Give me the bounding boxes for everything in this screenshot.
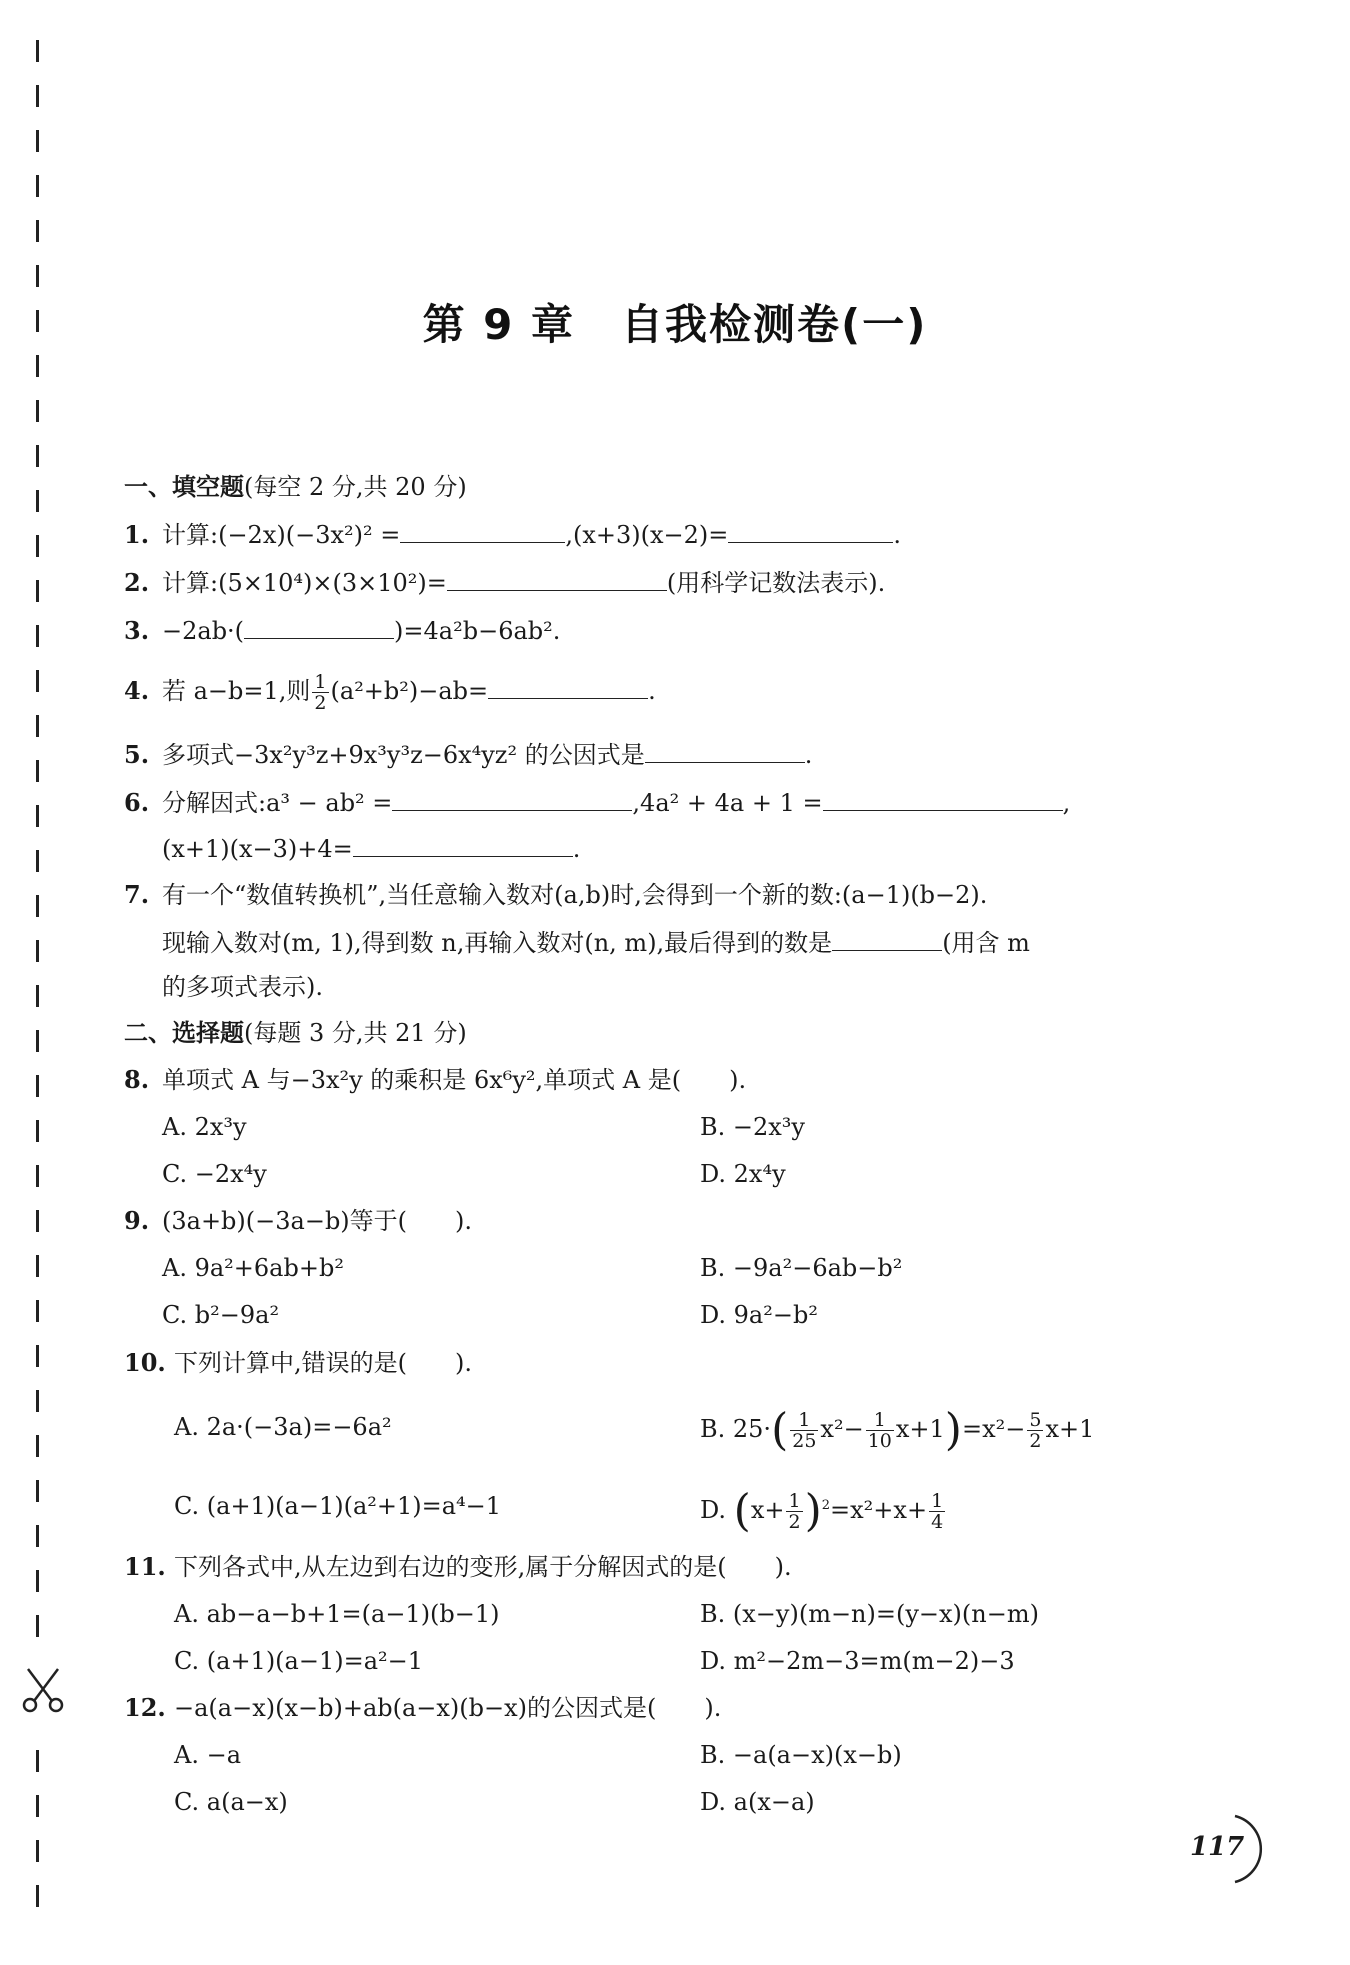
option-b[interactable]: B. (x−y)(m−n)=(y−x)(n−m) (700, 1600, 1039, 1628)
cut-line-dash (36, 535, 39, 557)
option-a[interactable]: A. 2x³y (162, 1113, 247, 1141)
cut-line-dash (36, 1795, 39, 1817)
option-d[interactable]: D. a(x−a) (700, 1788, 815, 1816)
question-text: 的多项式表示). (162, 973, 323, 1001)
cut-line-dash (36, 985, 39, 1007)
question-text: −a(a−x)(x−b)+ab(a−x)(b−x)的公因式是( ). (174, 1694, 722, 1722)
question-3 (124, 612, 560, 648)
question-number: 1. (124, 520, 150, 549)
question-text: 若 a−b=1,则 (162, 677, 311, 705)
cut-line-dash (36, 1300, 39, 1322)
question-text: 下列计算中,错误的是( ). (174, 1349, 472, 1377)
cut-line-dash (36, 1840, 39, 1862)
cut-line-dash (36, 1255, 39, 1277)
section-choice-heading (124, 1016, 467, 1050)
cut-line-dash (36, 1210, 39, 1232)
answer-blank[interactable] (488, 672, 648, 699)
cut-line-dash (36, 580, 39, 602)
question-6 (124, 784, 1070, 820)
option-b[interactable]: B. −2x³y (700, 1113, 805, 1141)
cut-line-dash (36, 445, 39, 467)
answer-blank[interactable] (823, 784, 1063, 811)
cut-line-dash (36, 1750, 39, 1772)
cut-line-dash (36, 1570, 39, 1592)
option-c[interactable]: C. (a+1)(a−1)(a²+1)=a⁴−1 (174, 1492, 502, 1520)
chapter-label: 第 9 章 (422, 300, 576, 349)
question-text: 现输入数对(m, 1),得到数 n,再输入数对(n, m),最后得到的数是 (162, 929, 833, 957)
question-text: 计算:(5×10⁴)×(3×10²)= (162, 569, 447, 597)
question-number: 11. (124, 1552, 166, 1581)
question-text: 计算:(−2x)(−3x²)² = (162, 521, 401, 549)
question-text: . (893, 521, 902, 549)
cut-line-dash (36, 1345, 39, 1367)
option-a[interactable]: A. ab−a−b+1=(a−1)(b−1) (174, 1600, 500, 1628)
cut-line-dash (36, 40, 39, 62)
question-6-line2 (162, 830, 580, 866)
section-label: 一、填空题 (124, 473, 244, 501)
cut-line-dash (36, 220, 39, 242)
option-c[interactable]: C. −2x⁴y (162, 1160, 267, 1188)
answer-blank[interactable] (392, 784, 632, 811)
cut-line-dash (36, 1615, 39, 1637)
question-number: 10. (124, 1348, 166, 1377)
answer-blank[interactable] (353, 830, 573, 857)
question-text: (用科学记数法表示). (666, 569, 886, 597)
question-text: 下列各式中,从左边到右边的变形,属于分解因式的是( ). (174, 1553, 792, 1581)
option-a[interactable]: A. 2a·(−3a)=−6a² (174, 1413, 392, 1441)
option-d[interactable]: D. (x+ $\frac{1}{2}$ )$^2$=x²+x+ $\frac{1}{4}$ (700, 1485, 944, 1537)
question-text: 分解因式:a³ − ab² = (162, 789, 393, 817)
cut-line-dash (36, 355, 39, 377)
question-7 (124, 878, 987, 912)
question-8 (124, 1063, 746, 1097)
question-5 (124, 736, 812, 772)
cut-line-dash (36, 400, 39, 422)
fraction: $\frac{1}{2}$ (314, 671, 327, 714)
option-b[interactable]: B. −9a²−6ab−b² (700, 1254, 903, 1282)
question-text: (3a+b)(−3a−b)等于( ). (162, 1207, 473, 1235)
question-7-line2 (162, 924, 1030, 960)
question-number: 6. (124, 788, 150, 817)
answer-blank[interactable] (645, 736, 805, 763)
question-10 (124, 1346, 472, 1380)
cut-line-dash (36, 490, 39, 512)
cut-line-dash (36, 805, 39, 827)
question-4 (124, 672, 656, 713)
answer-blank[interactable] (400, 516, 565, 543)
cut-line-dash (36, 1435, 39, 1457)
option-d[interactable]: D. 9a²−b² (700, 1301, 818, 1329)
question-number: 7. (124, 880, 150, 909)
question-number: 5. (124, 740, 150, 769)
cut-line-dash (36, 1885, 39, 1907)
question-number: 12. (124, 1693, 166, 1722)
question-12 (124, 1691, 721, 1725)
question-number: 2. (124, 568, 150, 597)
question-11 (124, 1550, 792, 1584)
question-text: (a²+b²)−ab= (330, 677, 489, 705)
cut-line-dash (36, 850, 39, 872)
option-d[interactable]: D. 2x⁴y (700, 1160, 786, 1188)
question-text: 多项式−3x²y³z+9x³y³z−6x⁴yz² 的公因式是 (162, 741, 645, 769)
option-c[interactable]: C. b²−9a² (162, 1301, 280, 1329)
answer-blank[interactable] (244, 612, 394, 639)
cut-line-dash (36, 1165, 39, 1187)
question-number: 3. (124, 616, 150, 645)
question-text: 有一个“数值转换机”,当任意输入数对(a,b)时,会得到一个新的数:(a−1)(b−2). (162, 881, 988, 909)
option-d[interactable]: D. m²−2m−3=m(m−2)−3 (700, 1647, 1015, 1675)
page-title (0, 292, 1350, 352)
cut-line-dash (36, 85, 39, 107)
cut-line-dash (36, 1030, 39, 1052)
answer-blank[interactable] (447, 564, 667, 591)
question-text: ,4a² + 4a + 1 = (632, 789, 823, 817)
question-2 (124, 564, 885, 600)
option-a[interactable]: A. −a (174, 1741, 242, 1769)
cut-line-dash (36, 1480, 39, 1502)
section-label: 二、选择题 (124, 1019, 244, 1047)
question-text: )=4a²b−6ab². (394, 617, 561, 645)
cut-line-dash (36, 1075, 39, 1097)
question-text: (用含 m (942, 929, 1030, 957)
question-number: 9. (124, 1206, 150, 1235)
question-7-line3 (162, 970, 323, 1004)
option-b[interactable]: B. −a(a−x)(x−b) (700, 1741, 902, 1769)
scissors-icon (18, 1665, 68, 1715)
cut-line-dash (36, 670, 39, 692)
section-fill-blank-heading (124, 470, 467, 504)
cut-line-dash (36, 130, 39, 152)
cut-line-dash (36, 760, 39, 782)
question-text: , (1062, 789, 1071, 817)
question-text: ,(x+3)(x−2)= (565, 521, 729, 549)
question-number: 4. (124, 676, 150, 705)
option-c[interactable]: C. (a+1)(a−1)=a²−1 (174, 1647, 424, 1675)
section-note: (每空 2 分,共 20 分) (244, 473, 467, 501)
cut-line-dash (36, 1525, 39, 1547)
option-c[interactable]: C. a(a−x) (174, 1788, 288, 1816)
cut-line-dash (36, 895, 39, 917)
cut-line-dash (36, 940, 39, 962)
question-text: . (648, 677, 656, 705)
question-text: (x+1)(x−3)+4= (162, 835, 353, 863)
cut-line-dash (36, 1390, 39, 1412)
cut-line-dash (36, 625, 39, 647)
question-text: . (572, 835, 581, 863)
page-number: 117 (1190, 1832, 1245, 1862)
option-b[interactable]: B. 25·( $\frac{1}{25}$ x²− $\frac{1}{10}$ x+1)=x²− $\frac{5}{2}$ x+1 (700, 1404, 1095, 1456)
question-9 (124, 1204, 472, 1238)
section-note: (每题 3 分,共 21 分) (244, 1019, 467, 1047)
option-a[interactable]: A. 9a²+6ab+b² (162, 1254, 344, 1282)
cut-line-dash (36, 1120, 39, 1142)
question-1 (124, 516, 901, 552)
test-name: 自我检测卷(一) (621, 300, 928, 349)
cut-line-dash (36, 265, 39, 287)
answer-blank[interactable] (832, 924, 942, 951)
question-text: . (804, 741, 813, 769)
question-number: 8. (124, 1065, 150, 1094)
cut-line-dash (36, 175, 39, 197)
question-text: 单项式 A 与−3x²y 的乘积是 6x⁶y²,单项式 A 是( ). (162, 1066, 747, 1094)
answer-blank[interactable] (728, 516, 893, 543)
question-text: −2ab·( (162, 617, 245, 645)
cut-line-dash (36, 715, 39, 737)
